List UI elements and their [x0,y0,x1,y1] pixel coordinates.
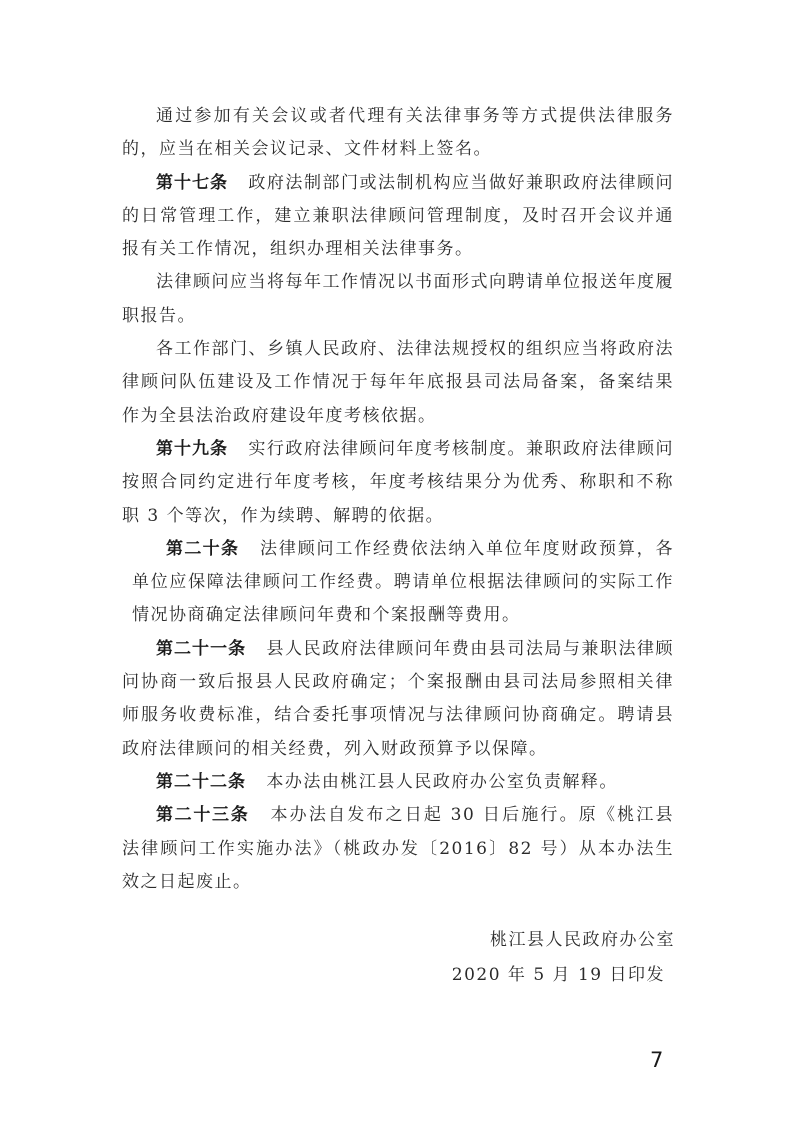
article-heading: 第十七条 [156,172,229,193]
article-text: 政府法制部门或法制机构应当做好兼职政府法律顾问的日常管理工作，建立兼职法律顾问管理制度，及时召开会议并通报有关工作情况，组织办理相关法律事务。 [122,172,675,260]
article-22 [122,766,674,799]
article-text: 县人民政府法律顾问年费由县司法局与兼职法律顾问协商一致后报县人民政府确定；个案报酬由县司法局参照相关律师服务收费标准，结合委托事项情况与法律顾问协商确定。聘请县政府法律顾问的相关经费，列入财政预算予以保障。 [122,638,675,759]
issue-date: 2020 年 5 月 19 日印发 [451,965,665,985]
paragraph-4 [122,333,674,433]
article-21 [122,633,674,766]
body-text [122,100,674,899]
article-text: 本办法由桃江县人民政府办公室负责解释。 [266,771,618,792]
article-heading: 第二十一条 [156,638,247,659]
article-heading: 第二十条 [166,538,240,559]
article-heading: 第十九条 [156,438,229,459]
article-23 [122,799,674,899]
paragraph-1 [122,100,674,167]
article-text: 本办法自发布之日起 30 日后施行。原《桃江县法律顾问工作实施办法》（桃政办发〔2016〕82 号）从本办法生效之日起废止。 [122,805,674,892]
article-heading: 第二十三条 [156,805,250,826]
paragraph-text: 各工作部门、乡镇人民政府、法律法规授权的组织应当将政府法律顾问队伍建设及工作情况于每年年底报县司法局备案，备案结果作为全县法治政府建设年度考核依据。 [122,339,674,426]
article-heading: 第二十二条 [156,771,246,792]
article-text: 实行政府法律顾问年度考核制度。兼职政府法律顾问按照合同约定进行年度考核，年度考核结果分为优秀、称职和不称职 3 个等次，作为续聘、解聘的依据。 [122,438,675,526]
article-text: 法律顾问工作经费依法纳入单位年度财政预算，各单位应保障法律顾问工作经费。聘请单位根据法律顾问的实际工作情况协商确定法律顾问年费和个案报酬等费用。 [132,538,675,626]
article-17 [122,167,674,267]
paragraph-3 [122,266,674,333]
issuing-office: 桃江县人民政府办公室 [490,930,675,950]
paragraph-text: 通过参加有关会议或者代理有关法律事务等方式提供法律服务的，应当在相关会议记录、文件材料上签名。 [122,106,674,160]
paragraph-text: 法律顾问应当将每年工作情况以书面形式向聘请单位报送年度履职报告。 [122,272,674,326]
page-number: 7 [650,1048,664,1072]
article-20 [122,533,674,633]
article-19 [122,433,674,533]
